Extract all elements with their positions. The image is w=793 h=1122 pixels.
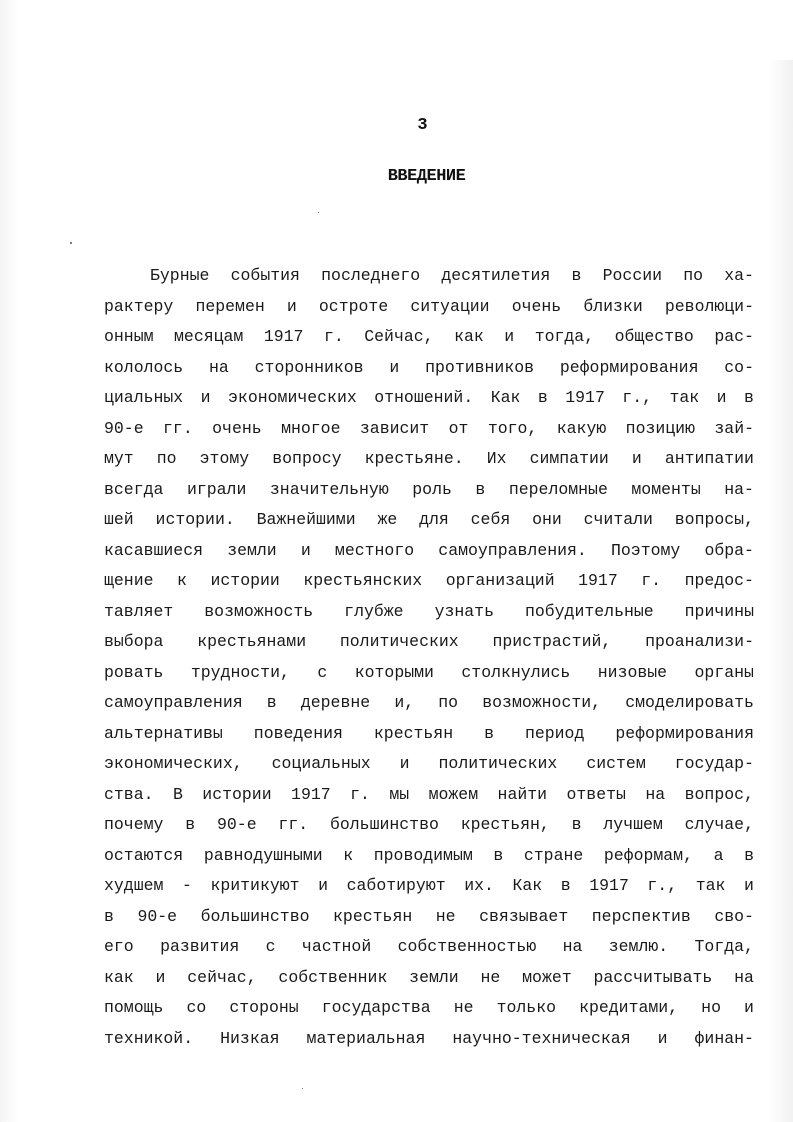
text-line: самоуправления в деревне и, по возможности, смоделировать bbox=[104, 693, 754, 712]
text-line: всегда играли значительную роль в переломные моменты на- bbox=[104, 479, 754, 499]
text-line: ровать трудности, с которыми столкнулись низовые органы bbox=[104, 662, 754, 682]
scan-speck bbox=[302, 1088, 303, 1089]
text-line: худшем - критикуют и саботируют их. Как в 1917 г., так и bbox=[104, 876, 754, 895]
text-line: экономических, социальных и политических систем государ- bbox=[104, 754, 754, 773]
page-number: 3 bbox=[417, 116, 428, 135]
text-line: касавшиеся земли и местного самоуправления. Поэтому обра- bbox=[104, 540, 754, 560]
text-line: щение к истории крестьянских организаций 1917 г. предос- bbox=[104, 571, 754, 590]
text-line: онным месяцам 1917 г. Сейчас, как и тогда, общество рас- bbox=[104, 327, 754, 346]
section-heading: ВВЕДЕНИЕ bbox=[387, 167, 466, 186]
scan-edge-left bbox=[0, 0, 18, 1122]
text-line: мут по этому вопросу крестьяне. Их симпатии и антипатии bbox=[104, 449, 754, 468]
text-line: циальных и экономических отношений. Как в 1917 г., так и в bbox=[104, 388, 754, 407]
text-line: техникой. Низкая материальная научно-техническая и финан- bbox=[104, 1028, 754, 1048]
text-line: почему в 90-е гг. большинство крестьян, в лучшем случае, bbox=[104, 815, 754, 834]
text-line: Бурные события последнего десятилетия в России по ха- bbox=[150, 266, 754, 285]
text-line: в 90-е большинство крестьян не связывает перспектив сво- bbox=[104, 906, 754, 926]
text-line: выбора крестьянами политических пристрастий, проанализи- bbox=[104, 632, 754, 651]
text-line: ства. В истории 1917 г. мы можем найти ответы на вопрос, bbox=[104, 784, 754, 804]
text-line: кололось на сторонников и противников реформирования со- bbox=[104, 357, 754, 377]
text-line: 90-е гг. очень многое зависит от того, какую позицию зай- bbox=[104, 418, 754, 438]
text-line: как и сейчас, собственник земли не может рассчитывать на bbox=[104, 967, 754, 987]
text-line: тавляет возможность глубже узнать побудительные причины bbox=[104, 601, 754, 621]
text-line: остаются равнодушными к проводимым в стране реформам, а в bbox=[104, 845, 754, 865]
scan-speck bbox=[70, 242, 72, 244]
scan-speck bbox=[318, 212, 319, 213]
text-line: помощь со стороны государства не только кредитами, но и bbox=[104, 998, 754, 1017]
text-line: альтернативы поведения крестьян в период реформирования bbox=[104, 723, 754, 743]
text-line: шей истории. Важнейшими же для себя они считали вопросы, bbox=[104, 510, 754, 529]
body-text bbox=[104, 261, 754, 1054]
text-line: рактеру перемен и остроте ситуации очень близки революци- bbox=[104, 296, 754, 316]
text-line: его развития с частной собственностью на землю. Тогда, bbox=[104, 937, 754, 956]
scan-edge-right bbox=[769, 60, 793, 1122]
